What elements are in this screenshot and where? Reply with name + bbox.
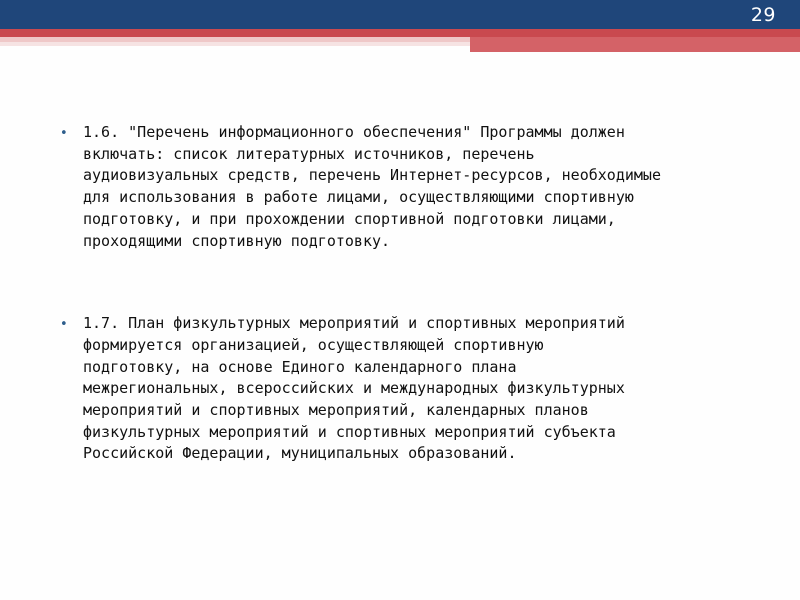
bullet-text: 1.6. "Перечень информационного обеспечения" Программы должен включать: список литературных источников, перечень аудиовизуальных средств, перечень Интернет-ресурсов, необходимые для использования в работе лицами, осуществляющими спортивную подготовку, и при прохождении спортивной подготовки лицами, проходящими спортивную подготовку. [83,123,661,250]
page-number: 29 [750,4,776,26]
bullet-item-1-6 [60,122,750,252]
bullet-icon: • [60,126,68,141]
header-bar [0,0,800,29]
bullet-text: 1.7. План физкультурных мероприятий и спортивных мероприятий формируется организацией, осуществляющей спортивную подготовку, на основе Единого календарного плана межрегиональных, всероссийских и международных физкультурных мероприятий и спортивных мероприятий, календарных планов физкультурных мероприятий и спортивных мероприятий субъекта Российской Федерации, муниципальных образований. [83,314,625,463]
header-accent-stripe [0,29,800,37]
bullet-item-1-7 [60,313,750,465]
header-light-stripe [0,42,470,46]
header-red-block [470,37,800,52]
bullet-icon: • [60,317,68,333]
slide-content [60,122,750,465]
